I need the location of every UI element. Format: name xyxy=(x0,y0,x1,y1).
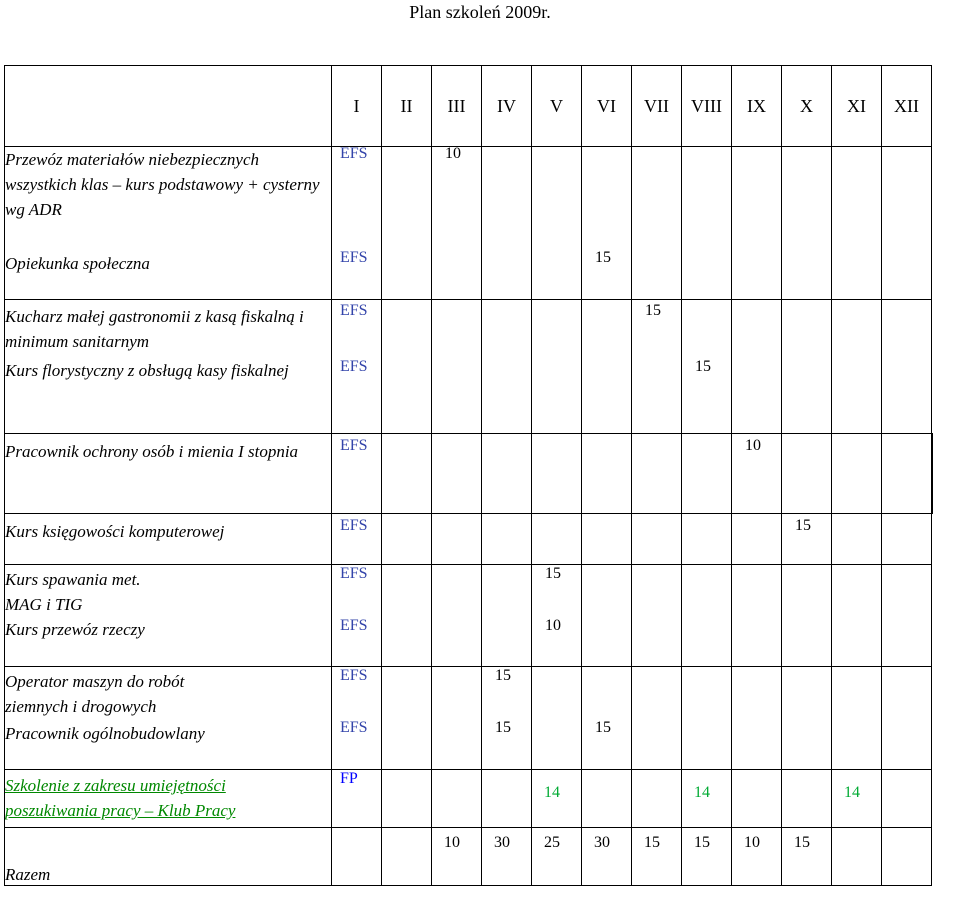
month-cell xyxy=(432,514,482,565)
participant-count: 15 xyxy=(795,517,811,534)
participant-count: 14 xyxy=(694,784,710,801)
total-label: Razem xyxy=(5,828,332,886)
training-name: Operator maszyn do robót ziemnych i drogowych xyxy=(5,672,185,716)
participant-count: 10 xyxy=(745,437,761,454)
month-cell xyxy=(832,565,882,667)
month-cell xyxy=(532,828,582,886)
month-cell xyxy=(582,565,632,667)
total-value: 30 xyxy=(494,834,510,851)
month-cell xyxy=(832,300,882,434)
header-corner xyxy=(5,66,332,147)
month-cell xyxy=(482,565,532,667)
total-value: 30 xyxy=(594,834,610,851)
month-cell xyxy=(882,565,932,667)
month-cell xyxy=(432,434,482,514)
month-cell xyxy=(332,828,382,886)
month-cell xyxy=(632,828,682,886)
month-cell xyxy=(382,147,432,300)
training-name: Pracownik ogólnobudowlany xyxy=(5,724,205,743)
month-cell xyxy=(632,300,682,434)
month-cell xyxy=(332,300,382,434)
month-header: XII xyxy=(882,66,932,147)
funding-source: EFS xyxy=(340,667,368,684)
month-cell xyxy=(732,565,782,667)
month-cell xyxy=(732,514,782,565)
table-row xyxy=(5,770,933,828)
training-name-cell xyxy=(5,770,332,828)
training-name: Szkolenie z zakresu umiejętności poszukiwania pracy – Klub Pracy xyxy=(5,776,236,820)
table-row xyxy=(5,300,933,434)
month-cell xyxy=(832,147,882,300)
month-cell xyxy=(582,147,632,300)
month-cell xyxy=(432,828,482,886)
month-cell xyxy=(482,147,532,300)
funding-source: EFS xyxy=(340,565,368,582)
page-title: Plan szkoleń 2009r. xyxy=(409,2,551,22)
month-header: XI xyxy=(832,66,882,147)
month-cell xyxy=(382,565,432,667)
total-row xyxy=(5,828,933,886)
participant-count: 15 xyxy=(595,249,611,266)
month-cell xyxy=(782,667,832,770)
funding-source: FP xyxy=(340,770,358,787)
month-header: I xyxy=(332,66,382,147)
month-cell xyxy=(882,667,932,770)
month-cell xyxy=(382,434,432,514)
month-cell xyxy=(682,147,732,300)
month-cell xyxy=(832,434,882,514)
month-cell xyxy=(382,300,432,434)
month-header: IX xyxy=(732,66,782,147)
training-name: Kurs księgowości komputerowej xyxy=(5,522,225,541)
month-header: III xyxy=(432,66,482,147)
funding-source: EFS xyxy=(340,249,368,266)
month-cell xyxy=(432,147,482,300)
training-plan-table xyxy=(4,65,933,886)
total-value: 15 xyxy=(694,834,710,851)
month-cell xyxy=(532,147,582,300)
month-cell xyxy=(782,147,832,300)
month-cell xyxy=(532,434,582,514)
month-cell xyxy=(882,147,932,300)
training-name-cell xyxy=(5,667,332,770)
month-cell xyxy=(382,828,432,886)
month-cell xyxy=(582,770,632,828)
training-name: Kurs przewóz rzeczy xyxy=(5,620,145,639)
month-cell xyxy=(882,434,932,514)
month-cell xyxy=(732,667,782,770)
month-cell xyxy=(482,667,532,770)
month-cell xyxy=(682,667,732,770)
training-name: Kurs florystyczny z obsługą kasy fiskalnej xyxy=(5,361,289,380)
training-name: Opiekunka społeczna xyxy=(5,254,150,273)
month-header: VI xyxy=(582,66,632,147)
table-row xyxy=(5,565,933,667)
month-cell xyxy=(582,828,632,886)
month-cell xyxy=(482,434,532,514)
month-cell xyxy=(332,147,382,300)
month-cell xyxy=(882,770,932,828)
month-cell xyxy=(782,300,832,434)
month-cell xyxy=(782,514,832,565)
month-cell xyxy=(382,514,432,565)
month-cell xyxy=(432,565,482,667)
month-cell xyxy=(582,300,632,434)
month-cell xyxy=(482,514,532,565)
month-cell xyxy=(632,434,682,514)
training-name-cell xyxy=(5,514,332,565)
month-cell xyxy=(332,667,382,770)
funding-source: EFS xyxy=(340,719,368,736)
participant-count: 15 xyxy=(645,302,661,319)
total-value: 15 xyxy=(794,834,810,851)
total-value: 15 xyxy=(644,834,660,851)
month-cell xyxy=(432,770,482,828)
month-header: VIII xyxy=(682,66,732,147)
month-cell xyxy=(632,667,682,770)
month-cell xyxy=(532,565,582,667)
month-cell xyxy=(632,147,682,300)
month-header: IV xyxy=(482,66,532,147)
month-cell xyxy=(682,565,732,667)
month-cell xyxy=(882,514,932,565)
month-cell xyxy=(482,770,532,828)
month-cell xyxy=(782,565,832,667)
month-cell xyxy=(332,770,382,828)
month-cell xyxy=(632,565,682,667)
month-header: V xyxy=(532,66,582,147)
month-cell xyxy=(332,514,382,565)
month-cell xyxy=(782,770,832,828)
training-name: Kurs spawania met. MAG i TIG xyxy=(5,570,141,614)
participant-count: 10 xyxy=(545,617,561,634)
month-cell xyxy=(332,565,382,667)
funding-source: EFS xyxy=(340,517,368,534)
month-cell xyxy=(682,434,732,514)
month-cell xyxy=(882,828,932,886)
month-cell xyxy=(682,828,732,886)
month-cell xyxy=(582,514,632,565)
total-value: 25 xyxy=(544,834,560,851)
participant-count: 15 xyxy=(495,667,511,684)
total-value: 10 xyxy=(444,834,460,851)
training-name: Kucharz małej gastronomii z kasą fiskalną i minimum sanitarnym xyxy=(5,307,304,351)
participant-count: 15 xyxy=(595,719,611,736)
month-cell xyxy=(782,828,832,886)
funding-source: EFS xyxy=(340,358,368,375)
funding-source: EFS xyxy=(340,437,368,454)
month-cell xyxy=(832,514,882,565)
month-cell xyxy=(382,667,432,770)
month-cell xyxy=(932,434,933,514)
month-cell xyxy=(632,514,682,565)
training-name-cell xyxy=(5,565,332,667)
participant-count: 10 xyxy=(445,146,461,162)
participant-count: 15 xyxy=(545,565,561,582)
month-cell xyxy=(882,300,932,434)
month-cell xyxy=(532,514,582,565)
training-name-cell xyxy=(5,147,332,300)
month-cell xyxy=(732,147,782,300)
month-cell xyxy=(832,770,882,828)
month-cell xyxy=(632,770,682,828)
participant-count: 15 xyxy=(495,719,511,736)
month-cell xyxy=(532,667,582,770)
month-cell xyxy=(732,300,782,434)
month-header: VII xyxy=(632,66,682,147)
participant-count: 14 xyxy=(844,784,860,801)
month-cell xyxy=(532,770,582,828)
training-name-cell xyxy=(5,434,332,514)
month-cell xyxy=(482,828,532,886)
month-cell xyxy=(532,300,582,434)
funding-source: EFS xyxy=(340,146,368,162)
table-row xyxy=(5,147,933,300)
month-cell xyxy=(782,434,832,514)
header-row xyxy=(5,66,933,147)
table-row xyxy=(5,667,933,770)
month-cell xyxy=(682,514,732,565)
month-cell xyxy=(582,667,632,770)
month-cell xyxy=(682,300,732,434)
month-header: X xyxy=(782,66,832,147)
training-name-cell xyxy=(5,300,332,434)
month-cell xyxy=(582,434,632,514)
month-cell xyxy=(432,667,482,770)
table-row xyxy=(5,514,933,565)
participant-count: 15 xyxy=(695,358,711,375)
month-cell xyxy=(732,828,782,886)
month-cell xyxy=(732,770,782,828)
total-value: 10 xyxy=(744,834,760,851)
month-cell xyxy=(682,770,732,828)
funding-source: EFS xyxy=(340,302,368,319)
participant-count: 14 xyxy=(544,784,560,801)
training-name: Pracownik ochrony osób i mienia I stopnia xyxy=(5,442,299,461)
month-cell xyxy=(832,828,882,886)
month-header: II xyxy=(382,66,432,147)
funding-source: EFS xyxy=(340,617,368,634)
month-cell xyxy=(382,770,432,828)
month-cell xyxy=(482,300,532,434)
table-row xyxy=(5,434,933,514)
month-cell xyxy=(832,667,882,770)
month-cell xyxy=(732,434,782,514)
month-cell xyxy=(332,434,382,514)
training-name: Przewóz materiałów niebezpiecznych wszystkich klas – kurs podstawowy + cysterny wg ADR xyxy=(5,150,320,219)
month-cell xyxy=(432,300,482,434)
